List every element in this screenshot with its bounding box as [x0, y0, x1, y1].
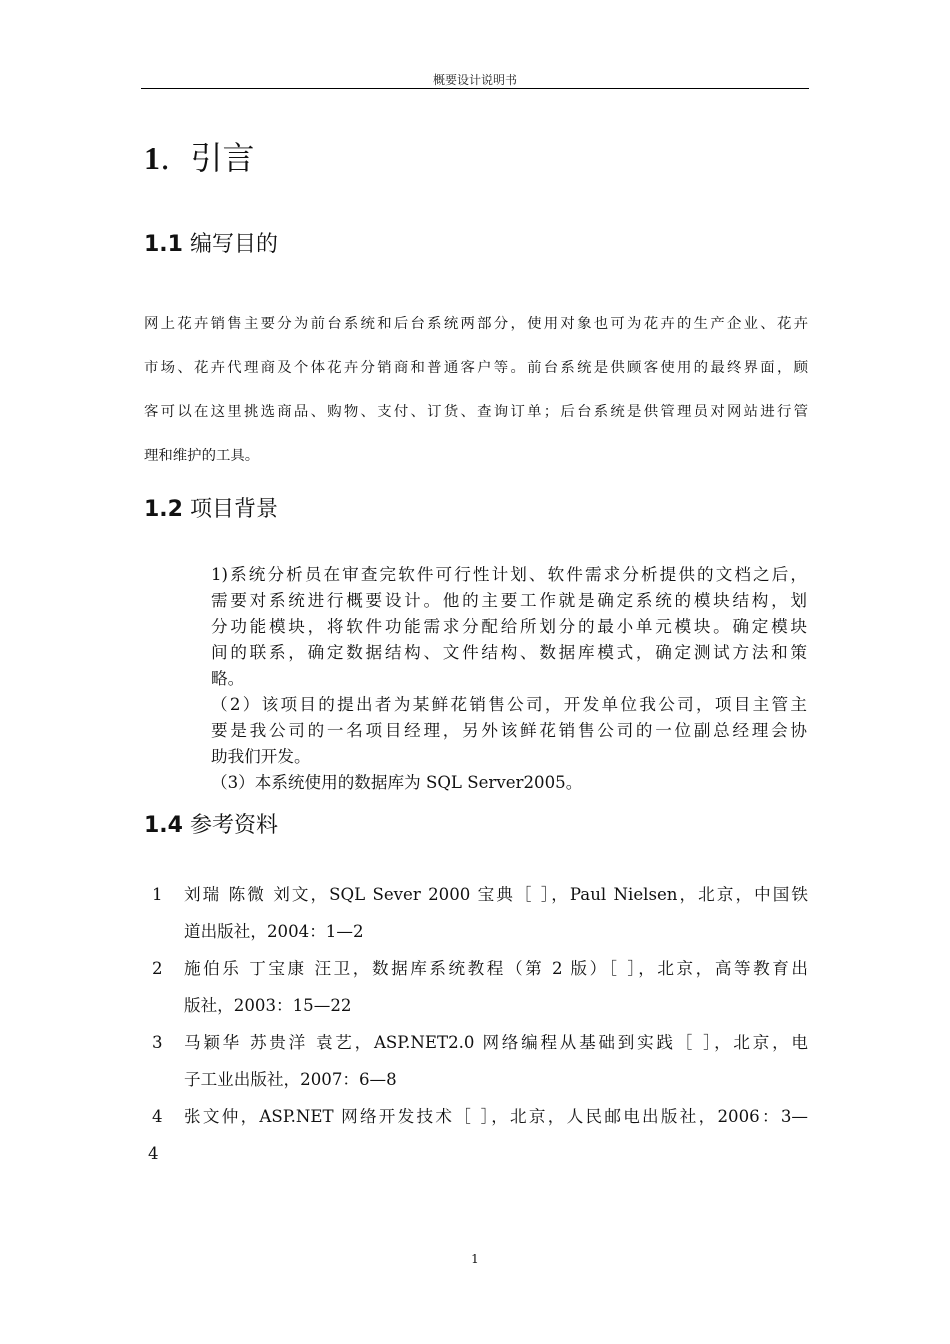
background-line: 1)系统分析员在审查完软件可行性计划、软件需求分析提供的文档之后， — [211, 565, 807, 584]
section-1-4-title: 参考资料 — [189, 813, 278, 838]
reference-text: 版社，2003：15—22 — [184, 996, 352, 1015]
reference-item — [144, 1024, 808, 1061]
section-1-title: 引言 — [190, 139, 255, 177]
purpose-paragraph — [144, 302, 808, 478]
section-1-4-heading — [144, 811, 278, 841]
section-1-2-title: 项目背景 — [189, 497, 278, 522]
reference-list — [144, 876, 808, 1172]
purpose-line: 市场、花卉代理商及个体花卉分销商和普通客户等。前台系统是供顾客使用的最终界面，顾 — [144, 360, 808, 376]
background-line: 略。 — [211, 669, 245, 688]
section-1-number: 1 — [144, 140, 160, 176]
reference-number: 4 — [152, 1107, 163, 1126]
header-rule — [141, 88, 809, 89]
reference-item — [144, 1098, 808, 1135]
reference-text: 刘瑞 陈微 刘文，SQL Sever 2000 宝典［ ］，Paul Nielsen，北京，中国铁 — [184, 885, 808, 904]
purpose-line: 理和维护的工具。 — [144, 448, 260, 464]
reference-text: 4 — [148, 1144, 159, 1163]
reference-text: 张文仲，ASP.NET 网络开发技术［ ］，北京，人民邮电出版社，2006：3— — [184, 1107, 808, 1126]
background-line: （2）该项目的提出者为某鲜花销售公司，开发单位我公司，项目主管主 — [211, 695, 807, 714]
running-header: 概要设计说明书 — [432, 73, 517, 87]
section-1-2-number: 1.2 — [144, 497, 183, 522]
section-1-1-heading — [144, 230, 278, 260]
reference-number: 3 — [152, 1033, 163, 1052]
reference-item — [144, 950, 808, 987]
reference-text: 施伯乐 丁宝康 汪卫，数据库系统教程（第 2 版）［ ］，北京，高等教育出 — [184, 959, 808, 978]
section-1-1-number: 1.1 — [144, 232, 183, 257]
background-line: 需要对系统进行概要设计。他的主要工作就是确定系统的模块结构，划 — [211, 591, 807, 610]
background-line: 间的联系，确定数据结构、文件结构、数据库模式，确定测试方法和策 — [211, 643, 807, 662]
background-line: （3）本系统使用的数据库为 SQL Server2005。 — [211, 773, 583, 792]
reference-continuation — [144, 987, 808, 1024]
background-line: 要是我公司的一名项目经理，另外该鲜花销售公司的一位副总经理会协 — [211, 721, 807, 740]
purpose-line: 客可以在这里挑选商品、购物、支付、订货、查询订单；后台系统是供管理员对网站进行管 — [144, 404, 808, 420]
reference-text: 道出版社，2004：1—2 — [184, 922, 364, 941]
section-1-1-title: 编写目的 — [189, 232, 278, 257]
section-1-2-heading — [144, 495, 278, 525]
reference-text: 马颖华 苏贵洋 袁艺，ASP.NET2.0 网络编程从基础到实践［ ］，北京，电 — [184, 1033, 808, 1052]
section-1-heading — [144, 138, 255, 178]
reference-continuation — [144, 1061, 808, 1098]
background-line: 助我们开发。 — [211, 747, 311, 766]
reference-continuation — [144, 1135, 808, 1172]
reference-number: 1 — [152, 885, 163, 904]
reference-number: 2 — [152, 959, 163, 978]
reference-text: 子工业出版社，2007：6—8 — [184, 1070, 397, 1089]
background-line: 分功能模块，将软件功能需求分配给所划分的最小单元模块。确定模块 — [211, 617, 807, 636]
background-paragraph — [211, 562, 807, 796]
section-1-separator: . — [160, 139, 171, 177]
section-1-4-number: 1.4 — [144, 813, 183, 838]
reference-continuation — [144, 913, 808, 950]
page-number: 1 — [471, 1252, 479, 1266]
purpose-line: 网上花卉销售主要分为前台系统和后台系统两部分，使用对象也可为花卉的生产企业、花卉 — [144, 316, 808, 332]
reference-item — [144, 876, 808, 913]
